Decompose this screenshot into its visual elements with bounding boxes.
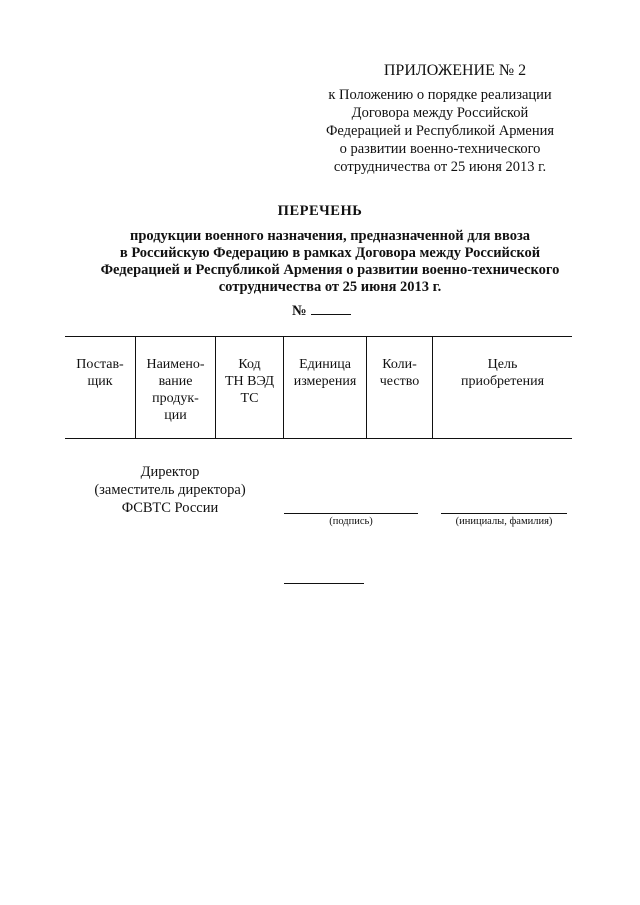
column-header-purpose: Цель приобретения <box>432 337 572 438</box>
document-title: ПЕРЕЧЕНЬ <box>277 203 363 219</box>
signatory-title <box>70 463 270 517</box>
appendix-line: о развитии военно-технического <box>339 141 541 157</box>
signatory-line: Директор <box>140 464 200 480</box>
document-number <box>292 302 351 320</box>
signature-caption: (подпись) <box>329 516 373 527</box>
appendix-title: ПРИЛОЖЕНИЕ № 2 <box>383 62 527 79</box>
number-blank <box>311 302 351 315</box>
column-header-supplier: Постав- щик <box>76 357 124 389</box>
appendix-line: Договора между Российской <box>351 105 529 121</box>
column-header-product-name: Наимено- вание продук- ции <box>135 337 215 438</box>
name-caption: (инициалы, фамилия) <box>455 516 553 527</box>
appendix-line: к Положению о порядке реализации <box>328 87 552 103</box>
column-header-quantity: Коли- чество <box>366 337 432 438</box>
signatory-line: ФСВТС России <box>121 500 219 516</box>
number-label: № <box>292 303 307 319</box>
signatory-line: (заместитель директора) <box>94 482 246 498</box>
subtitle-line: в Российскую Федерацию в рамках Договора между Российской <box>119 245 541 261</box>
products-table <box>65 336 572 439</box>
appendix-line: сотрудничества от 25 июня 2013 г. <box>333 159 547 175</box>
subtitle-line: продукции военного назначения, предназначенной для ввоза <box>129 228 531 244</box>
appendix-reference <box>300 86 580 176</box>
name-line <box>441 513 567 514</box>
appendix-block <box>300 62 580 176</box>
end-divider <box>284 583 364 584</box>
signature-line <box>284 513 418 514</box>
column-header-unit: Единица измерения <box>283 337 366 438</box>
document-subtitle <box>60 228 600 296</box>
appendix-line: Федерацией и Республикой Армения <box>325 123 555 139</box>
subtitle-line: Федерацией и Республикой Армения о развитии военно-технического <box>100 262 560 278</box>
subtitle-line: сотрудничества от 25 июня 2013 г. <box>218 279 442 295</box>
column-header-customs-code: Код ТН ВЭД ТС <box>215 337 283 438</box>
